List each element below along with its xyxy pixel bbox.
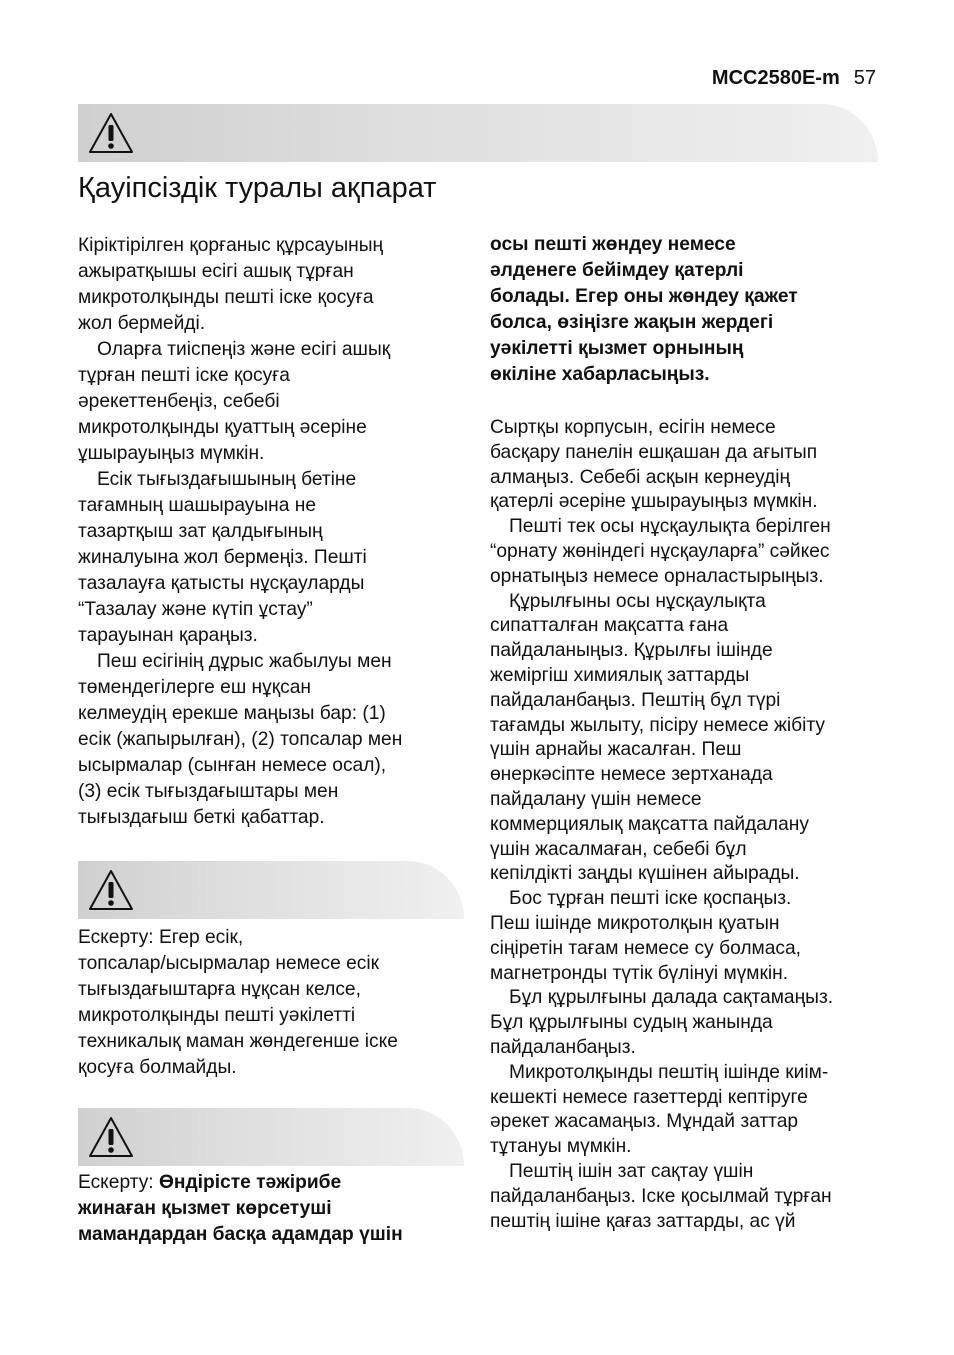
right-paragraph-6 <box>490 1061 833 1160</box>
text-line: Құрылғыны осы нұсқаулықта <box>509 590 766 612</box>
left-paragraph-2 <box>78 337 402 467</box>
text-line: қосуға болмайды. <box>78 1057 237 1078</box>
right-paragraph-7 <box>490 1160 833 1234</box>
text-line: тазартқыш зат қалдығының <box>78 521 323 542</box>
text-line: әлденеге бейімдеу қатерлі <box>490 260 744 281</box>
text-line: пайдаланбаңыз. <box>490 1036 636 1058</box>
text-line: тағамның шашырауына не <box>78 495 317 516</box>
text-line: алмаңыз. Себебі асқын кернеудің <box>490 466 791 488</box>
text-line: жинаған қызмет көрсетуші <box>78 1198 332 1219</box>
left-paragraph-3 <box>78 467 402 649</box>
text-line: жиналуына жол бермеңіз. Пешті <box>78 547 367 568</box>
text-line: Микротолқынды пештің ішінде киім- <box>509 1061 829 1083</box>
right-paragraphs <box>490 416 833 1234</box>
text-line: (3) есік тығыздағыштары мен <box>78 781 339 802</box>
text-line: Бұл құрылғыны далада сақтамаңыз. <box>509 987 834 1009</box>
text-line: микротолқынды қуаттың әсеріне <box>78 417 367 438</box>
text-line: магнетронды түтік бүлінуі мүмкін. <box>490 962 789 984</box>
text-line: өнеркәсіпте немесе зертханада <box>490 764 773 786</box>
right-paragraph-1 <box>490 416 833 515</box>
text-line: кепілдікті заңды күшінен айырады. <box>490 863 800 885</box>
page-header <box>712 64 876 92</box>
text-line: болады. Егер оны жөндеу қажет <box>490 286 798 307</box>
right-paragraph-5 <box>490 986 833 1060</box>
text-line: мамандардан басқа адамдар үшін <box>78 1224 403 1245</box>
warning-banner-2 <box>78 1108 464 1166</box>
text-line: “орнату жөніндегі нұсқауларға” сәйкес <box>490 540 830 562</box>
text-line: пайдаланыңыз. Құрылғы ішінде <box>490 640 773 662</box>
text-line: Бос тұрған пешті іске қоспаңыз. <box>509 888 792 910</box>
text-line: қатерлі әсеріне ұшырауыңыз мүмкін. <box>490 491 818 513</box>
text-line: техникалық маман жөндегенше іске <box>78 1031 398 1052</box>
warning-label: Ескерту: <box>78 1172 159 1193</box>
text-line: тұрған пешті іске қосуға <box>78 365 290 386</box>
text-line: жемiргiш химиялық заттарды <box>490 664 750 686</box>
model-name: MCC2580E-m <box>711 67 840 89</box>
right-paragraph-2 <box>490 515 833 589</box>
text-line: Есік тығыздағышының бетіне <box>97 469 357 490</box>
text-line: Пешті тек осы нұсқаулықта берілген <box>509 516 831 538</box>
text-line: Кіріктірілген қорғаныс құрсауының <box>78 235 384 256</box>
text-line: тазалауға қатысты нұсқауларды <box>78 573 365 594</box>
text-line: тығыздағыштарға нұқсан келсе, <box>78 979 361 1000</box>
warning-triangle-icon <box>86 867 136 913</box>
spacer <box>490 388 833 414</box>
text-line: пайдаланбаңыз. Пештің бұл түрі <box>490 689 781 711</box>
text-line: тұтануы мүмкін. <box>490 1136 632 1158</box>
warning-1-text <box>78 925 398 1081</box>
warning-banner-1 <box>78 861 464 919</box>
text-line: болса, өзіңізге жақын жердегі <box>490 312 774 333</box>
text-line: тағамды жылыту, пісіру немесе жібіту <box>490 714 825 736</box>
warning-2-text <box>78 1170 403 1248</box>
text-line: үшін арнайы жасалған. Пеш <box>490 739 742 761</box>
text-line: пештің ішіне қағаз заттарды, ас үй <box>490 1210 796 1232</box>
text-line: ұшырауыңыз мүмкін. <box>78 443 265 464</box>
text-line: ажыратқышы есігі ашық тұрған <box>78 261 354 282</box>
page-title: Қауіпсіздік туралы ақпарат <box>78 172 437 204</box>
text-line: сипатталған мақсатта ғана <box>490 615 729 637</box>
text-line: жол бермейді. <box>78 313 206 334</box>
right-column <box>490 232 833 1234</box>
text-line: өкіліне хабарласыңыз. <box>490 364 710 385</box>
left-column <box>78 233 402 831</box>
text-line: Оларға тиіспеңіз және есігі ашық <box>97 339 391 360</box>
warning-triangle-icon <box>86 1114 136 1160</box>
text-line: орнатыңыз немесе орналастырыңыз. <box>490 565 824 587</box>
right-paragraph-4 <box>490 887 833 986</box>
text-line: уәкілетті қызмет орнының <box>490 338 744 359</box>
text-line: тығыздағыш беткі қабаттар. <box>78 807 325 828</box>
text-line: тарауынан қараңыз. <box>78 625 258 646</box>
text-line: ысырмалар (сынған немесе осал), <box>78 755 387 776</box>
right-paragraph-3 <box>490 590 833 888</box>
left-paragraph-1 <box>78 233 402 337</box>
text-line: коммерциялық мақсатта пайдалану <box>490 813 809 835</box>
text-line: Бұл құрылғыны судың жанында <box>490 1012 773 1034</box>
text-line: Пеш ішінде микротолқын қуатын <box>490 912 780 934</box>
text-line <box>78 1170 403 1196</box>
warning-bold-text: Өндірісте тәжірибе <box>158 1172 342 1193</box>
text-line: есік (жапырылған), (2) топсалар мен <box>78 729 403 750</box>
text-line: кешекті немесе газеттерді кептіруге <box>490 1086 808 1108</box>
warning-banner-top <box>78 104 878 162</box>
text-line: пайдаланбаңыз. Іске қосылмай тұрған <box>490 1185 832 1207</box>
text-line: Сыртқы корпусын, есігін немесе <box>490 417 776 438</box>
text-line: Ескерту: Егер есік, <box>78 927 244 948</box>
warning-triangle-icon <box>86 110 136 156</box>
text-line: осы пешті жөндеу немесе <box>490 234 736 255</box>
right-bold-paragraph <box>490 232 833 388</box>
text-line: басқару панелін ешқашан да ағытып <box>490 441 818 463</box>
text-line: келмеудің ерекше маңызы бар: (1) <box>78 703 386 724</box>
text-line: Пеш есігінің дұрыс жабылуы мен <box>97 651 392 672</box>
text-line: “Тазалау және күтіп ұстау” <box>78 599 313 620</box>
page-number: 57 <box>853 67 876 89</box>
text-line: әрекеттенбеңіз, себебі <box>78 391 280 412</box>
text-line: микротолқынды пешті уәкілетті <box>78 1005 356 1026</box>
text-line: төмендегілерге еш нұқсан <box>78 677 312 698</box>
text-line: пайдалану үшін немесе <box>490 788 702 810</box>
text-line: әрекет жасамаңыз. Мұндай заттар <box>490 1111 799 1133</box>
text-line: үшін жасалмаған, себебі бұл <box>490 838 747 860</box>
text-line: Пештің ішін зат сақтау үшін <box>509 1160 754 1182</box>
text-line: сіңіретін тағам немесе су болмаса, <box>490 937 801 959</box>
text-line: микротолқынды пешті іске қосуға <box>78 287 374 308</box>
left-paragraph-4 <box>78 649 402 831</box>
text-line: топсалар/ысырмалар немесе есік <box>78 953 379 974</box>
